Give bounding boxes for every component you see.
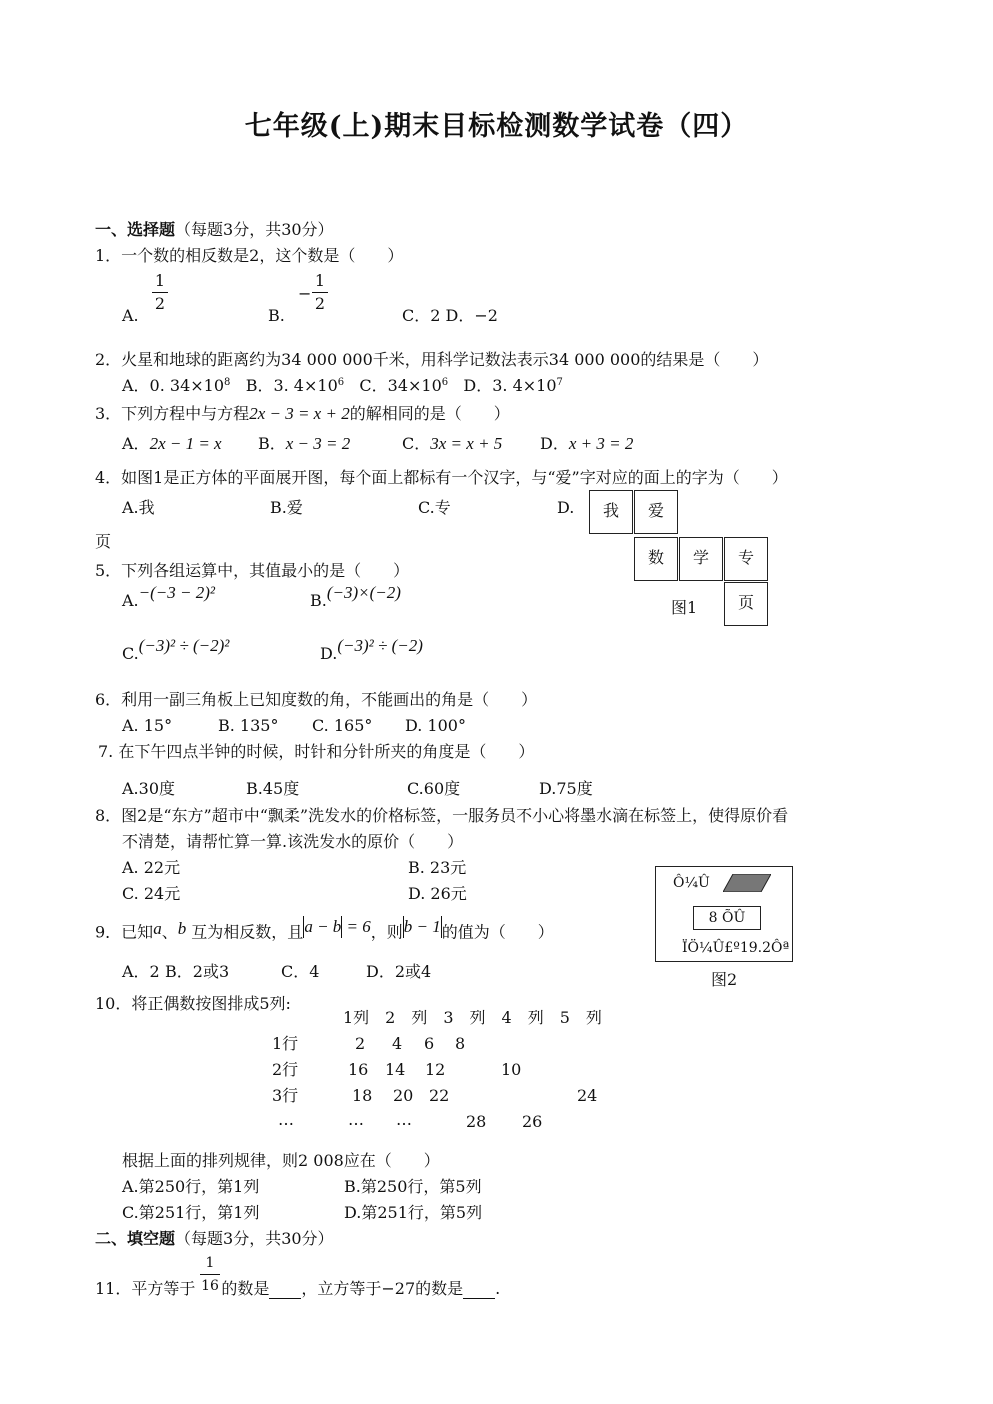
q9-option-c: C．4 (281, 962, 320, 981)
q3-option-a (122, 434, 222, 454)
table-row-label: … (278, 1110, 294, 1129)
q5-option-b (310, 583, 401, 611)
q2-option-a: A．0. 34×10 (122, 376, 225, 395)
q11-part: ，立方等于−27的数是 (301, 1279, 464, 1298)
answer-blank[interactable] (463, 1284, 495, 1299)
q3-option-c (402, 434, 502, 454)
answer-blank[interactable] (269, 1284, 301, 1299)
label: C． (402, 434, 431, 453)
q2-stem: 2．火星和地球的距离约为34 000 000千米，用科学记数法表示34 000 000的结果是（ ） (95, 350, 769, 369)
table-cell: 4 (392, 1034, 403, 1053)
table-cell: 22 (429, 1086, 450, 1105)
table-cell: 20 (393, 1086, 414, 1105)
q4-option-c: C.专 (418, 498, 451, 517)
q9-part: 9．已知 (95, 922, 154, 942)
expression: (−3)×(−2) (326, 583, 401, 602)
q5-option-d (320, 636, 423, 664)
q1-minus: − (298, 284, 312, 303)
abs-expression: a − b (304, 916, 342, 936)
q3-option-b (258, 434, 350, 454)
table-cell: 26 (522, 1112, 543, 1131)
q7-option-d: D.75度 (539, 779, 593, 798)
q9-part: 、 (161, 922, 178, 942)
figure-caption: 图2 (711, 970, 738, 989)
table-cell: 8 (455, 1034, 466, 1053)
equation: 2x − 1 = x (149, 434, 222, 453)
q6-option-d: D. 100° (405, 716, 466, 735)
expression: (−3)² ÷ (−2)² (138, 636, 230, 655)
numerator: 1 (314, 271, 326, 290)
table-cell: … (348, 1110, 364, 1129)
ink-blot-shape (723, 874, 771, 892)
q5-option-c (122, 636, 230, 664)
q4-wrap-text: 页 (95, 532, 112, 551)
abs-expression: b − 1 (403, 916, 441, 936)
q7-option-c: C.60度 (407, 779, 461, 798)
label: A． (122, 434, 150, 453)
q4-option-b: B.爱 (270, 498, 303, 517)
q4-option-a: A.我 (122, 498, 155, 517)
q1-stem: 1．一个数的相反数是2，这个数是（ ） (95, 246, 404, 265)
price-tag-top-text: Ô¼Û (673, 875, 710, 891)
exponent: 6 (337, 377, 345, 388)
table-cell: 12 (425, 1060, 446, 1079)
q1-option-b: B. (268, 306, 285, 325)
q3-stem-b: 的解相同的是（ ） (349, 404, 510, 423)
expression: −(−3 − 2)² (138, 583, 215, 602)
denominator: 2 (154, 294, 166, 313)
q10-question: 根据上面的排列规律，则2 008应在（ ） (122, 1151, 440, 1170)
expression: (−3)² ÷ (−2) (337, 636, 423, 655)
label: D. (320, 644, 338, 663)
q11-part: . (495, 1279, 501, 1298)
table-cell: 6 (424, 1034, 435, 1053)
q9-option-a: A．2 (122, 962, 160, 981)
q7-option-b: B.45度 (246, 779, 300, 798)
q6-option-c: C. 165° (312, 716, 373, 735)
q3-equation: 2x − 3 = x + 2 (249, 404, 350, 423)
q10-option-a: A.第250行，第1列 (122, 1177, 260, 1196)
label: D． (540, 434, 569, 453)
q3-stem (95, 404, 510, 424)
q2-options (122, 376, 563, 396)
q5-option-a (122, 583, 215, 611)
q6-option-b: B. 135° (218, 716, 279, 735)
section-label: 一、选择题 (95, 220, 176, 239)
var-b: b (177, 918, 187, 938)
q1-option-a: A. (122, 306, 139, 325)
cube-face: 专 (724, 537, 768, 581)
equation: x + 3 = 2 (568, 434, 634, 453)
table-cell: 28 (466, 1112, 487, 1131)
var-a: a (153, 918, 162, 938)
cube-face: 爱 (634, 490, 678, 534)
equation: 3x = x + 5 (430, 434, 503, 453)
q8-option-b: B. 23元 (408, 858, 467, 877)
q10-column-header: 1列 2 列 3 列 4 列 5 列 (343, 1008, 602, 1027)
q11-fraction (200, 1254, 220, 1295)
q11-part: 的数是 (221, 1279, 270, 1298)
q9-option-d: D．2或4 (366, 962, 432, 981)
exponent: 8 (224, 377, 231, 388)
q1-option-cd: C．2 D．−2 (402, 306, 498, 325)
q4-stem: 4．如图1是正方体的平面展开图，每个面上都标有一个汉字，与“爱”字对应的面上的字为（ ） (95, 468, 788, 487)
q10-stem: 10．将正偶数按图排成5列: (95, 994, 291, 1013)
q8-option-a: A. 22元 (122, 858, 181, 877)
q2-option-c: C．34×10 (359, 376, 442, 395)
exponent: 7 (556, 377, 563, 388)
table-cell: 14 (385, 1060, 406, 1079)
q9-part: ，则 (370, 922, 403, 942)
q3-option-d (540, 434, 633, 454)
q8-stem-line1: 8．图2是“东方”超市中“飘柔”洗发水的价格标签，一服务员不小心将墨水滴在标签上，使得原价看 (95, 806, 789, 825)
q5-stem: 5．下列各组运算中，其值最小的是（ ） (95, 561, 410, 580)
q2-option-d: D．3. 4×10 (463, 376, 557, 395)
exponent: 6 (441, 377, 449, 388)
discount-box: 8 ÕÛ (693, 906, 761, 930)
table-cell: 10 (501, 1060, 522, 1079)
table-cell: 16 (348, 1060, 369, 1079)
q6-stem: 6．利用一副三角板上已知度数的角，不能画出的角是（ ） (95, 690, 538, 709)
q9-stem (95, 916, 554, 944)
q8-stem-line2: 不清楚，请帮忙算一算.该洗发水的原价（ ） (122, 832, 464, 851)
price-tag-bottom-text: ÏÖ¼Û£º19.2Ôª (682, 940, 790, 956)
q2-option-b: B．3. 4×10 (245, 376, 338, 395)
q8-option-d: D. 26元 (408, 884, 467, 903)
q9-part: 的值为（ ） (441, 922, 554, 942)
q3-stem-a: 3．下列方程中与方程 (95, 404, 250, 423)
cube-face: 数 (634, 537, 678, 581)
q10-option-c: C.第251行，第1列 (122, 1203, 260, 1222)
equation: x − 3 = 2 (285, 434, 351, 453)
q6-option-a: A. 15° (122, 716, 173, 735)
section-note: （每题3分，共30分） (175, 1229, 334, 1248)
q7-stem: 7. 在下午四点半钟的时候，时针和分针所夹的角度是（ ） (98, 742, 535, 761)
table-cell: 2 (355, 1034, 366, 1053)
label: B. (310, 591, 327, 610)
q8-option-c: C. 24元 (122, 884, 181, 903)
section-label: 二、填空题 (95, 1229, 176, 1248)
q9-part: 互为相反数，且 (191, 922, 304, 942)
table-row-label: 1行 (272, 1034, 299, 1053)
page-title: 七年级(上)期末目标检测数学试卷（四） (244, 111, 749, 142)
table-cell: 24 (577, 1086, 598, 1105)
label: C. (122, 644, 139, 663)
table-cell: 18 (352, 1086, 373, 1105)
q4-option-d: D. (557, 498, 575, 517)
section-note: （每题3分，共30分） (175, 220, 334, 239)
table-cell: … (396, 1110, 412, 1129)
q7-option-a: A.30度 (122, 779, 176, 798)
q11-stem (95, 1279, 500, 1299)
section-heading (95, 1229, 334, 1249)
denominator: 2 (314, 294, 326, 313)
q9-equation: = 6 (342, 916, 371, 936)
q1-fraction-a (152, 272, 168, 313)
label: B． (258, 434, 286, 453)
numerator: 1 (154, 271, 166, 290)
cube-face: 我 (589, 490, 633, 534)
figure-caption: 图1 (671, 598, 698, 617)
table-row-label: 2行 (272, 1060, 299, 1079)
numerator: 1 (205, 1255, 215, 1271)
q10-option-d: D.第251行，第5列 (344, 1203, 483, 1222)
q11-part: 11．平方等于 (95, 1279, 196, 1298)
cube-face: 页 (724, 582, 768, 626)
cube-face: 学 (679, 537, 723, 581)
denominator: 16 (201, 1278, 219, 1294)
label: A. (122, 591, 139, 610)
section-heading (95, 220, 334, 240)
q10-option-b: B.第250行，第5列 (344, 1177, 482, 1196)
q9-option-b: B．2或3 (165, 962, 230, 981)
q1-fraction-b (312, 272, 328, 313)
table-row-label: 3行 (272, 1086, 299, 1105)
